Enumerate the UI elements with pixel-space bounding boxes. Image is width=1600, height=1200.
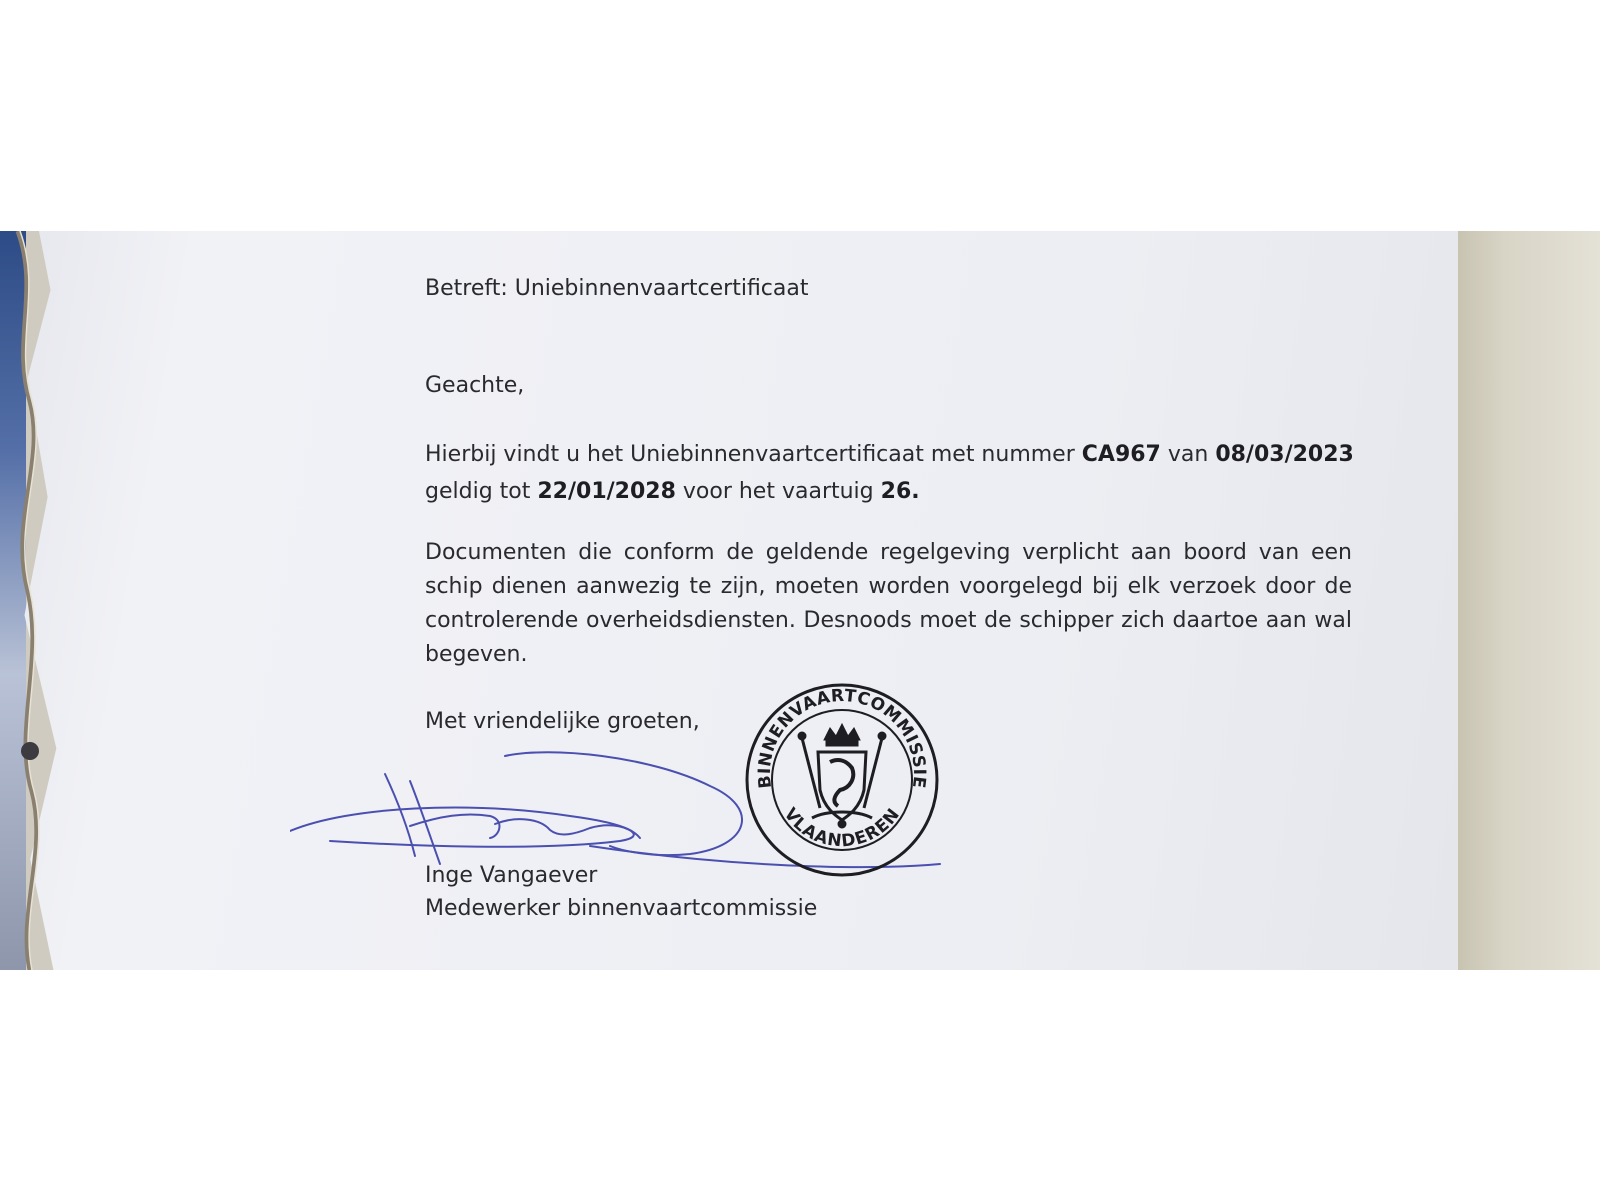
official-seal — [742, 678, 942, 878]
seal-top-text: BINNENVAARTCOMMISSIE — [754, 685, 930, 790]
closing-line: Met vriendelijke groeten, — [425, 709, 700, 734]
background-surface — [1440, 231, 1600, 970]
valid-until-date: 22/01/2028 — [537, 479, 676, 504]
intro-text: geldig tot — [425, 479, 538, 504]
signer-role: Medewerker binnenvaartcommissie — [425, 896, 818, 921]
binder-ring-icon — [0, 231, 70, 970]
certificate-number: CA967 — [1081, 442, 1161, 467]
intro-text: voor het vaartuig — [675, 479, 881, 504]
issue-date: 08/03/2023 — [1215, 442, 1354, 467]
salutation: Geachte, — [425, 373, 525, 398]
signer-name: Inge Vangaever — [425, 863, 598, 888]
vessel-number: 26. — [880, 479, 920, 504]
document-photo — [0, 231, 1600, 970]
intro-text: van — [1160, 442, 1216, 467]
seal-bottom-text: VLAANDEREN — [779, 804, 905, 852]
body-paragraph: Documenten die conform de geldende regelgeving verplicht aan boord van een schip dienen aanwezig te zijn, moeten worden voorgelegd bij elk verzoek door de controlerende overheidsdiensten. Desnoods moet de schipper zich daartoe aan wal begeven. — [425, 540, 1352, 667]
intro-paragraph — [425, 436, 1354, 510]
intro-text: Hierbij vindt u het Uniebinnenvaartcertificaat met nummer — [425, 442, 1082, 467]
subject-line: Betreft: Uniebinnenvaartcertificaat — [425, 276, 809, 301]
coat-of-arms-icon — [798, 724, 886, 828]
